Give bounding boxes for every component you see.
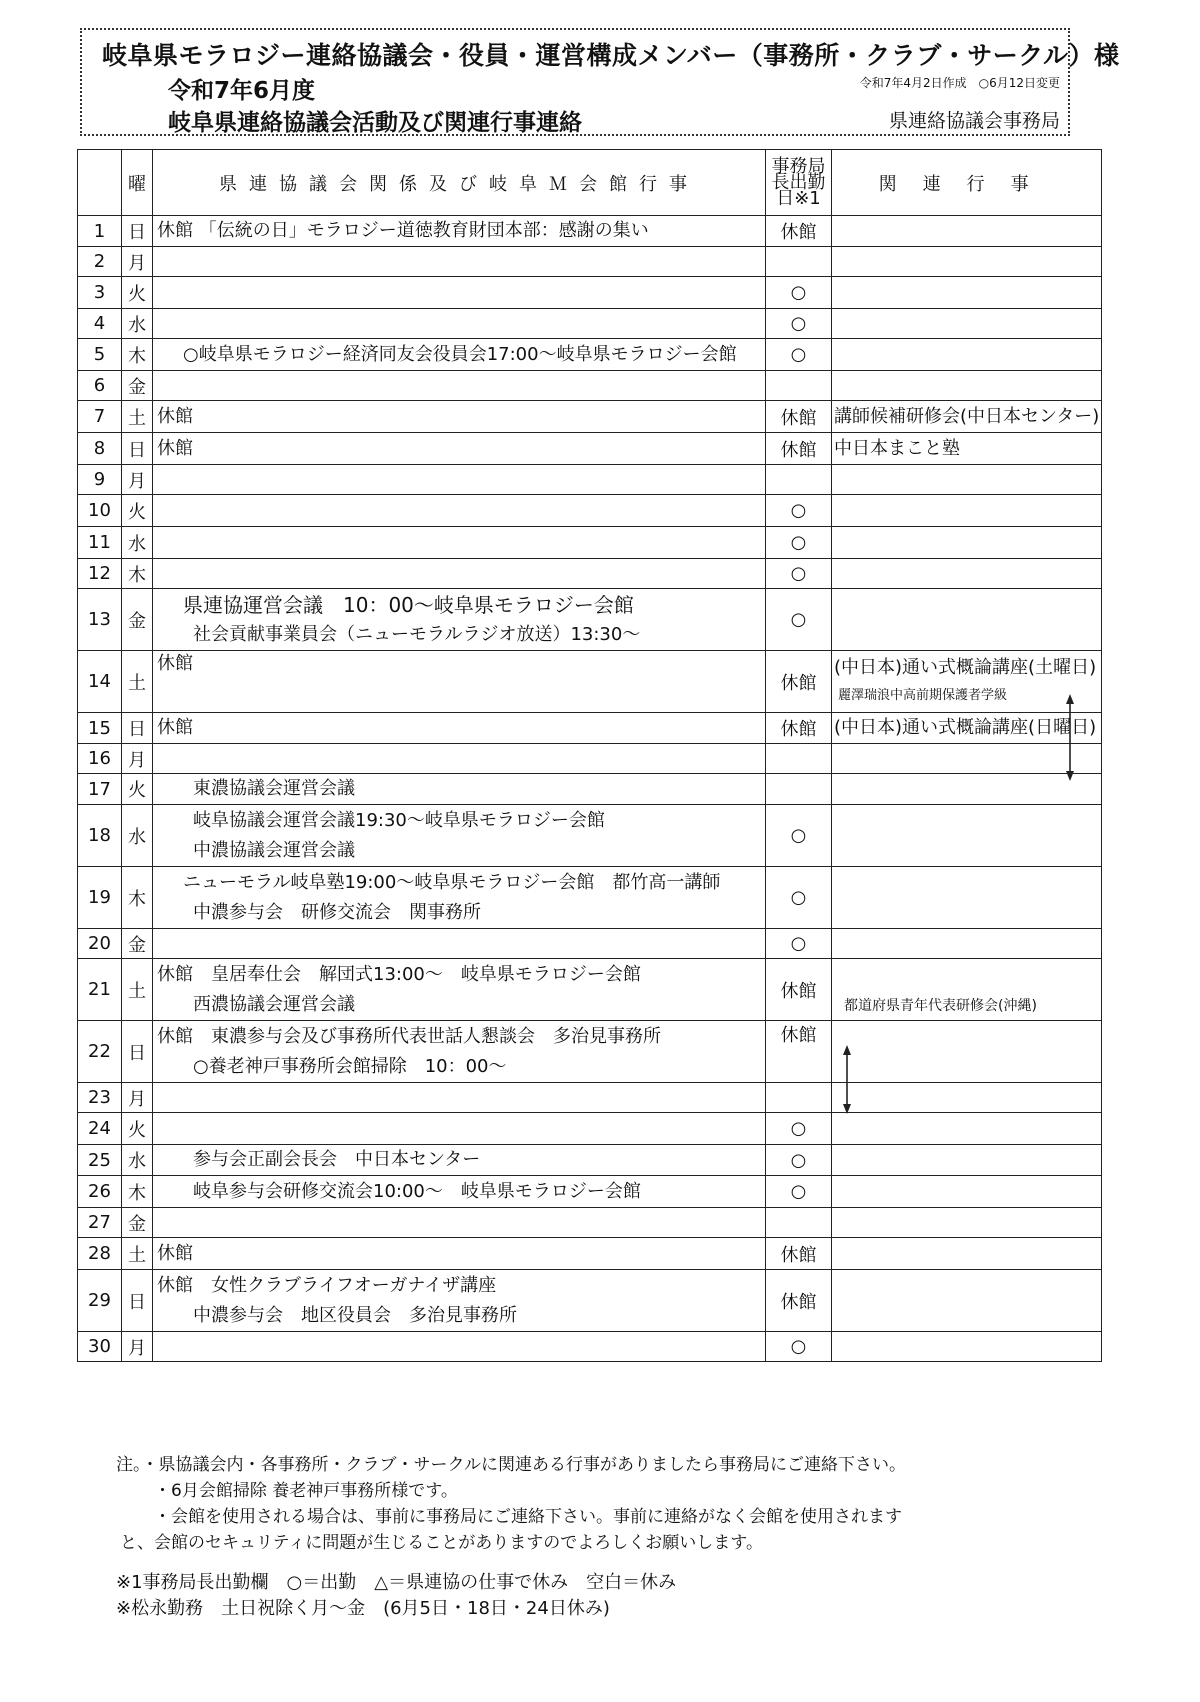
document-title: 岐阜県モラロジー連絡協議会・役員・運営構成メンバー（事務所・クラブ・サークル）様 bbox=[102, 41, 1120, 70]
weekday: 水 bbox=[122, 1145, 153, 1176]
event-line: 社会貢献事業員会（ニューモラルラジオ放送）13:30～ bbox=[193, 623, 641, 645]
weekday: 火 bbox=[122, 1113, 153, 1145]
footer-schedule: ※松永勤務 土日祝除く月～金 (6月5日・18日・24日休み) bbox=[116, 1598, 610, 1619]
weekday: 土 bbox=[122, 401, 153, 433]
weekday: 月 bbox=[122, 1083, 153, 1113]
day-number: 7 bbox=[78, 401, 122, 433]
event-line: 県連協運営会議 10：00～岐阜県モラロジー会館 bbox=[183, 592, 634, 617]
event-line: 休館 皇居奉仕会 解団式13:00～ 岐阜県モラロジー会館 bbox=[157, 963, 641, 985]
event-line: ○岐阜県モラロジー経済同友会役員会17:00～岐阜県モラロジー会館 bbox=[183, 343, 737, 365]
event-line: ニューモラル岐阜塾19:00～岐阜県モラロジー会館 都竹高一講師 bbox=[183, 871, 721, 893]
attendance-cell: ○ bbox=[766, 867, 832, 929]
document-subtitle: 岐阜県連絡協議会活動及び関連行事連絡 bbox=[168, 110, 582, 136]
weekday: 水 bbox=[122, 527, 153, 559]
day-number: 6 bbox=[78, 371, 122, 401]
weekday: 金 bbox=[122, 1208, 153, 1238]
office-name: 県連絡協議会事務局 bbox=[888, 110, 1060, 132]
attendance-cell: 休館 bbox=[766, 216, 832, 247]
day-number: 30 bbox=[78, 1332, 122, 1362]
arrow-down-icon bbox=[1066, 771, 1074, 781]
weekday: 金 bbox=[122, 371, 153, 401]
arrow-up-icon bbox=[1066, 694, 1074, 704]
header-related-events: 関連行事 bbox=[832, 150, 1102, 216]
event-line: 中濃参与会 研修交流会 関事務所 bbox=[193, 901, 481, 923]
weekday: 火 bbox=[122, 495, 153, 527]
event-line: 休館 女性クラブライフオーガナイザ講座 bbox=[157, 1274, 497, 1296]
weekday: 金 bbox=[122, 589, 153, 651]
attendance-cell: ○ bbox=[766, 1113, 832, 1145]
weekday: 火 bbox=[122, 774, 153, 805]
day-number: 13 bbox=[78, 589, 122, 651]
attendance-cell: ○ bbox=[766, 339, 832, 371]
event-line: 休館 bbox=[157, 717, 193, 738]
notes-section bbox=[116, 1452, 1066, 1556]
attendance-cell: ○ bbox=[766, 1176, 832, 1208]
attendance-cell: ○ bbox=[766, 527, 832, 559]
event-line: 岐阜参与会研修交流会10:00～ 岐阜県モラロジー会館 bbox=[193, 1180, 641, 1202]
day-number: 4 bbox=[78, 309, 122, 339]
day-number: 5 bbox=[78, 339, 122, 371]
day-number: 18 bbox=[78, 805, 122, 867]
weekday: 水 bbox=[122, 805, 153, 867]
header-attendance-line: 長出勤 bbox=[771, 171, 826, 193]
weekday: 水 bbox=[122, 309, 153, 339]
day-number: 21 bbox=[78, 959, 122, 1021]
weekday: 土 bbox=[122, 1238, 153, 1270]
day-number: 12 bbox=[78, 559, 122, 589]
footer-section bbox=[116, 1570, 676, 1622]
event-line: 中濃協議会運営会議 bbox=[193, 839, 355, 861]
day-number: 15 bbox=[78, 713, 122, 744]
arrow-21-22 bbox=[843, 1045, 851, 1114]
related-event-line: 講師候補研修会(中日本センター) bbox=[834, 405, 1100, 427]
day-number: 28 bbox=[78, 1238, 122, 1270]
attendance-cell: ○ bbox=[766, 309, 832, 339]
created-date: 令和7年4月2日作成 ○6月12日変更 bbox=[859, 76, 1060, 90]
event-line: 東濃協議会運営会議 bbox=[193, 778, 355, 799]
event-line: 休館 bbox=[157, 405, 193, 427]
day-number: 23 bbox=[78, 1083, 122, 1113]
document-month: 令和7年6月度 bbox=[168, 78, 316, 104]
weekday: 月 bbox=[122, 247, 153, 277]
weekday: 日 bbox=[122, 1270, 153, 1332]
event-line: 西濃協議会運営会議 bbox=[193, 993, 355, 1015]
weekday: 日 bbox=[122, 1021, 153, 1083]
weekday: 木 bbox=[122, 339, 153, 371]
weekday: 木 bbox=[122, 559, 153, 589]
weekday: 月 bbox=[122, 1332, 153, 1362]
day-number: 19 bbox=[78, 867, 122, 929]
day-number: 8 bbox=[78, 433, 122, 465]
attendance-cell: ○ bbox=[766, 929, 832, 959]
header-main-events: 県連協議会関係及び岐阜Ｍ会館行事 bbox=[153, 150, 766, 216]
day-number: 22 bbox=[78, 1021, 122, 1083]
note-3-cont: と、会館のセキュリティに問題が生じることがありますのでよろしくお願いします。 bbox=[120, 1533, 763, 1553]
header-attendance-line: 日※1 bbox=[776, 187, 821, 209]
attendance-cell: 休館 bbox=[766, 713, 832, 744]
arrow-up-icon bbox=[843, 1045, 851, 1055]
attendance-cell: 休館 bbox=[766, 1021, 832, 1083]
attendance-cell: ○ bbox=[766, 1332, 832, 1362]
attendance-cell: ○ bbox=[766, 559, 832, 589]
weekday: 土 bbox=[122, 959, 153, 1021]
event-line: 休館 bbox=[157, 653, 193, 674]
day-number: 27 bbox=[78, 1208, 122, 1238]
day-number: 9 bbox=[78, 465, 122, 495]
day-number: 25 bbox=[78, 1145, 122, 1176]
weekday: 木 bbox=[122, 867, 153, 929]
weekday: 月 bbox=[122, 465, 153, 495]
event-line: 岐阜協議会運営会議19:30～岐阜県モラロジー会館 bbox=[193, 809, 605, 831]
day-number: 26 bbox=[78, 1176, 122, 1208]
weekday: 火 bbox=[122, 277, 153, 309]
day-number: 11 bbox=[78, 527, 122, 559]
weekday: 日 bbox=[122, 216, 153, 247]
footer-legend: ※1事務局長出勤欄 ○＝出勤 △＝県連協の仕事で休み 空白＝休み bbox=[116, 1572, 677, 1593]
event-line: 参与会正副会長会 中日本センター bbox=[193, 1149, 481, 1170]
day-number: 17 bbox=[78, 774, 122, 805]
event-line: 休館 bbox=[157, 1242, 193, 1264]
attendance-cell: 休館 bbox=[766, 1238, 832, 1270]
attendance-cell: 休館 bbox=[766, 959, 832, 1021]
event-line: 休館 「伝統の日」モラロジー道徳教育財団本部：感謝の集い bbox=[157, 220, 649, 241]
event-line: 休館 東濃参与会及び事務所代表世話人懇談会 多治見事務所 bbox=[157, 1025, 661, 1047]
attendance-cell: ○ bbox=[766, 277, 832, 309]
attendance-cell: 休館 bbox=[766, 1270, 832, 1332]
related-event-line: 都道府県青年代表研修会(沖縄) bbox=[844, 998, 1037, 1014]
related-event-line: (中日本)通い式概論講座(土曜日) bbox=[834, 656, 1097, 678]
note-2: ・6月会館掃除 養老神戸事務所様です。 bbox=[154, 1481, 458, 1501]
weekday: 日 bbox=[122, 713, 153, 744]
related-event-line: (中日本)通い式概論講座(日曜日) bbox=[834, 717, 1097, 738]
event-line: 休館 bbox=[157, 437, 193, 459]
day-number: 2 bbox=[78, 247, 122, 277]
attendance-cell: ○ bbox=[766, 1145, 832, 1176]
header-attendance-line: 事務局 bbox=[771, 155, 826, 177]
attendance-cell: 休館 bbox=[766, 433, 832, 465]
event-line: 中濃参与会 地区役員会 多治見事務所 bbox=[193, 1304, 517, 1326]
day-number: 10 bbox=[78, 495, 122, 527]
weekday: 土 bbox=[122, 651, 153, 713]
weekday: 木 bbox=[122, 1176, 153, 1208]
header-weekday: 曜 bbox=[122, 150, 153, 216]
attendance-cell: 休館 bbox=[766, 401, 832, 433]
day-number: 20 bbox=[78, 929, 122, 959]
attendance-cell: ○ bbox=[766, 495, 832, 527]
attendance-cell: ○ bbox=[766, 805, 832, 867]
weekday: 日 bbox=[122, 433, 153, 465]
day-number: 24 bbox=[78, 1113, 122, 1145]
day-number: 3 bbox=[78, 277, 122, 309]
note-3: ・会館を使用される場合は、事前に事務局にご連絡下さい。事前に連絡がなく会館を使用されます bbox=[154, 1507, 902, 1527]
attendance-cell: 休館 bbox=[766, 651, 832, 713]
day-number: 1 bbox=[78, 216, 122, 247]
day-number: 14 bbox=[78, 651, 122, 713]
attendance-cell: ○ bbox=[766, 589, 832, 651]
day-number: 29 bbox=[78, 1270, 122, 1332]
event-line: ○養老神戸事務所会館掃除 10：00～ bbox=[193, 1055, 507, 1077]
arrow-14-15 bbox=[1066, 694, 1074, 781]
weekday: 月 bbox=[122, 744, 153, 774]
related-event-line: 中日本まこと塾 bbox=[834, 437, 960, 459]
related-event-line: 麗澤瑞浪中高前期保護者学級 bbox=[838, 687, 1008, 703]
arrow-down-icon bbox=[843, 1104, 851, 1114]
weekday: 金 bbox=[122, 929, 153, 959]
note-1: 注。・県協議会内・各事務所・クラブ・サークルに関連ある行事がありましたら事務局にご連絡下さい。 bbox=[116, 1455, 906, 1475]
day-number: 16 bbox=[78, 744, 122, 774]
